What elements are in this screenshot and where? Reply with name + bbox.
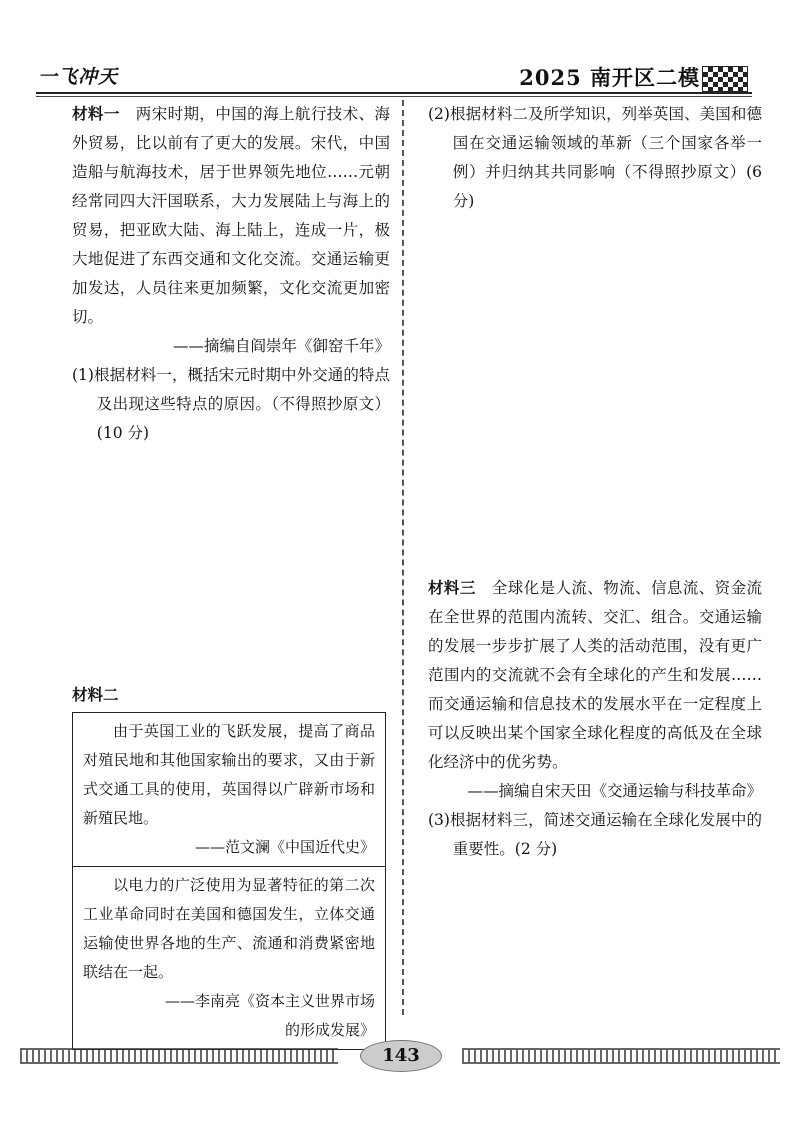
material-2-part-2 <box>73 866 385 1049</box>
question-1: (1)根据材料一，概括宋元时期中外交通的特点及出现这些特点的原因。（不得照抄原文）(10 分) <box>72 366 390 442</box>
footer-ornament-right <box>462 1048 780 1064</box>
question-3: (3)根据材料三，简述交通运输在全球化发展中的重要性。(2 分) <box>428 811 762 858</box>
material-1 <box>72 100 390 332</box>
material-3-label: 材料三 <box>428 579 476 597</box>
material-2-part-1 <box>73 713 385 866</box>
header-rule-thin <box>36 96 752 97</box>
question-2: (2)根据材料二及所学知识，列举英国、美国和德国在交通运输领域的革新（三个国家各举一例）并归纳其共同影响（不得照抄原文）(6 分) <box>428 105 762 210</box>
right-column-top <box>428 100 762 216</box>
material-3 <box>428 574 762 777</box>
right-column-bottom <box>428 574 762 864</box>
page-number: 143 <box>360 1040 442 1072</box>
material-2-source-2b: 的形成发展》 <box>284 1021 375 1039</box>
material-2-box <box>72 712 386 1050</box>
header-rule <box>36 92 752 94</box>
brand-logo: 一飞冲天 <box>38 66 119 88</box>
material-1-source: ——摘编自阎崇年《御窑千年》 <box>172 337 390 355</box>
material-3-text: 全球化是人流、物流、信息流、资金流在全世界的范围内流转、交汇、组合。交通运输的发展一步步扩展了人类的活动范围，没有更广范围内的交流就不会有全球化的产生和发展……而交通运输和信息技术的发展水平在一定程度上可以反映出某个国家全球化程度的高低及在全球化经济中的优劣势。 <box>428 579 762 771</box>
material-2-part-2-text: 以电力的广泛使用为显著特征的第二次工业革命同时在美国和德国发生，立体交通运输使世界各地的生产、流通和消费紧密地联结在一起。 <box>83 876 375 981</box>
checker-decoration <box>702 66 748 92</box>
exam-title: 2025 南开区二模 <box>519 65 700 90</box>
left-column <box>72 100 390 448</box>
material-1-label: 材料一 <box>72 105 120 123</box>
column-divider <box>402 100 404 1015</box>
material-2-source-1: ——范文澜《中国近代史》 <box>194 838 375 856</box>
material-2-part-1-text: 由于英国工业的飞跃发展，提高了商品对殖民地和其他国家输出的要求，又由于新式交通工具的使用，英国得以广辟新市场和新殖民地。 <box>83 722 375 827</box>
material-3-source: ——摘编自宋天田《交通运输与科技革命》 <box>467 782 762 800</box>
page-footer <box>20 1040 780 1070</box>
material-1-text: 两宋时期，中国的海上航行技术、海外贸易，比以前有了更大的发展。宋代，中国造船与航海技术，居于世界领先地位……元朝经常同四大汗国联系，大力发展陆上与海上的贸易，把亚欧大陆、海上陆上，连成一片，极大地促进了东西交通和文化交流。交通运输更加发达，人员往来更加频繁，文化交流更加密切。 <box>72 105 390 326</box>
footer-ornament-left <box>20 1048 338 1064</box>
material-2-label: 材料二 <box>72 686 119 704</box>
material-2-source-2a: ——李南亮《资本主义世界市场 <box>164 992 375 1010</box>
